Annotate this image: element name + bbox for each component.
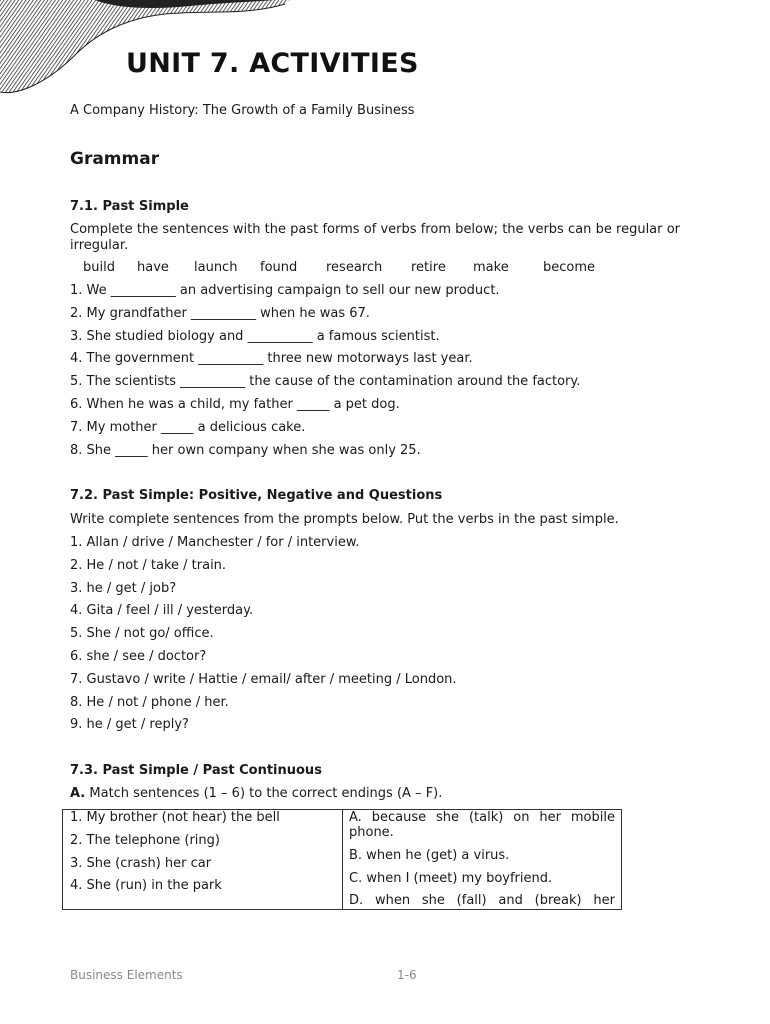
matching-left-column — [70, 810, 338, 901]
list-item: 1. We __________ an advertising campaign to sell our new product. — [70, 283, 500, 298]
verb-word: have — [137, 260, 169, 275]
verb-word: retire — [411, 260, 446, 275]
list-item: 2. My grandfather __________ when he was 67. — [70, 305, 370, 321]
match-ending-item: A. because she (talk) on her mobile phone. — [349, 810, 615, 840]
match-start-item: 4. She (run) in the park — [70, 878, 222, 894]
verb-word: build — [83, 260, 115, 275]
match-start-item: 1. My brother (not hear) the bell — [70, 810, 280, 825]
matching-table — [62, 809, 622, 910]
list-item: 7. My mother _____ a delicious cake. — [70, 419, 306, 435]
match-ending-item: C. when I (meet) my boyfriend. — [349, 870, 553, 886]
section-7-1-title: 7.1. Past Simple — [70, 199, 189, 214]
list-item: 2. He / not / take / train. — [70, 557, 227, 573]
list-item: 4. Gita / feel / ill / yesterday. — [70, 603, 254, 619]
section-7-2-instruction: Write complete sentences from the prompts below. Put the verbs in the past simple. — [70, 512, 619, 527]
table-divider — [342, 810, 343, 909]
list-item: 8. He / not / phone / her. — [70, 694, 229, 710]
section-7-2-title: 7.2. Past Simple: Positive, Negative and Questions — [70, 488, 443, 503]
section-7-3-instruction — [70, 786, 442, 801]
instruction-label: A. — [70, 786, 86, 801]
page-number: 1-6 — [397, 968, 417, 982]
list-item: 6. When he was a child, my father _____ a pet dog. — [70, 396, 400, 412]
list-item: 6. she / see / doctor? — [70, 648, 207, 664]
list-item: 1. Allan / drive / Manchester / for / interview. — [70, 535, 360, 550]
verb-word: become — [543, 260, 596, 275]
page-subtitle: A Company History: The Growth of a Family Business — [70, 103, 415, 118]
section-7-2-list — [70, 535, 457, 740]
matching-right-column — [349, 810, 615, 910]
verb-word: make — [473, 260, 509, 275]
section-7-1-instruction: Complete the sentences with the past forms of verbs from below; the verbs can be regular or irregular. — [70, 222, 680, 253]
list-item: 8. She _____ her own company when she was only 25. — [70, 442, 421, 458]
verb-word: found — [260, 260, 298, 275]
match-ending-item: D. when she (fall) and (break) her — [349, 893, 615, 909]
list-item: 3. She studied biology and __________ a famous scientist. — [70, 328, 440, 344]
list-item: 7. Gustavo / write / Hattie / email/ after / meeting / London. — [70, 671, 457, 687]
section-7-3-title: 7.3. Past Simple / Past Continuous — [70, 763, 322, 778]
list-item: 9. he / get / reply? — [70, 717, 189, 733]
page-title: UNIT 7. ACTIVITIES — [126, 48, 419, 79]
verb-word: research — [326, 260, 383, 275]
section-7-1-list — [70, 283, 580, 465]
list-item: 5. She / not go/ office. — [70, 626, 214, 642]
list-item: 4. The government __________ three new motorways last year. — [70, 351, 473, 367]
verb-word: launch — [194, 260, 238, 275]
list-item: 5. The scientists __________ the cause of the contamination around the factory. — [70, 374, 581, 390]
list-item: 3. he / get / job? — [70, 580, 177, 596]
grammar-heading: Grammar — [70, 149, 160, 169]
instruction-text: Match sentences (1 – 6) to the correct endings (A – F). — [85, 786, 443, 801]
match-start-item: 2. The telephone (ring) — [70, 832, 220, 848]
footer-left-text: Business Elements — [70, 968, 183, 982]
match-ending-item: B. when he (get) a virus. — [349, 847, 510, 863]
match-start-item: 3. She (crash) her car — [70, 855, 212, 871]
